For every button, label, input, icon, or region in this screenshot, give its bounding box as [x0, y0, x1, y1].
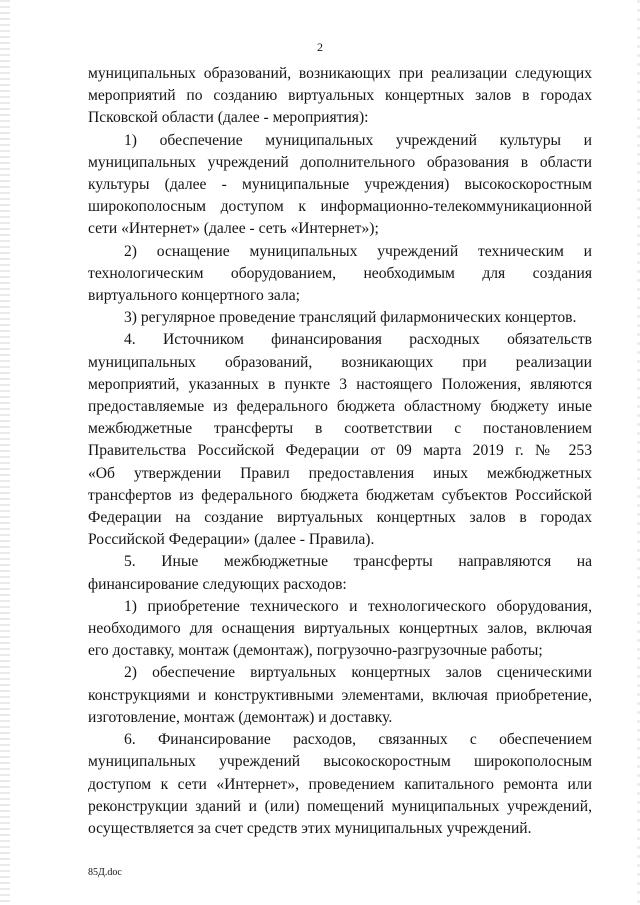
text-line: Российской Федерации» (далее - Правила).	[88, 531, 375, 549]
text-line: финансирование следующих расходов:	[88, 575, 347, 593]
text-line: предоставляемые из федерального бюджета областному бюджету иные	[88, 398, 592, 416]
text-line: мероприятий, указанных в пункте 3 настоящего Положения, являются	[88, 375, 592, 393]
text-line: 2) обеспечение виртуальных концертных залов сценическими	[124, 664, 592, 682]
scan-edge-left	[0, 0, 10, 905]
text-line: изготовление, монтаж (демонтаж) и доставку.	[88, 708, 393, 726]
text-line: сети «Интернет» (далее - сеть «Интернет»);	[88, 220, 379, 238]
text-line: Федерации на создание виртуальных концертных залов в городах	[88, 509, 592, 527]
text-line: 1) приобретение технического и технологического оборудования,	[124, 597, 592, 615]
text-line: Правительства Российской Федерации от 09 марта 2019 г. № 253	[88, 442, 592, 460]
text-line: необходимого для оснащения виртуальных концертных залов, включая	[88, 620, 592, 638]
text-line: 3) регулярное проведение трансляций филармонических концертов.	[124, 309, 577, 327]
text-line: виртуального концертного зала;	[88, 287, 300, 305]
text-line: осуществляется за счет средств этих муниципальных учреждений.	[88, 819, 532, 837]
text-line: 4. Источником финансирования расходных обязательств	[124, 331, 592, 349]
text-line: муниципальных учреждений высокоскоростным широкополосным	[88, 753, 592, 771]
text-line: 2) оснащение муниципальных учреждений техническим и	[124, 242, 592, 260]
text-line: «Об утверждении Правил предоставления иных межбюджетных	[88, 464, 592, 482]
text-line: 6. Финансирование расходов, связанных с обеспечением	[124, 731, 592, 749]
text-line: реконструкции зданий и (или) помещений муниципальных учреждений,	[88, 797, 592, 815]
text-line: 1) обеспечение муниципальных учреждений культуры и	[124, 131, 592, 149]
text-line: трансфертов из федерального бюджета бюджетам субъектов Российской	[88, 486, 592, 504]
text-line: культуры (далее - муниципальные учреждения) высокоскоростным	[88, 176, 592, 194]
text-line: доступом к сети «Интернет», проведением капитального ремонта или	[88, 775, 592, 793]
text-line: его доставку, монтаж (демонтаж), погрузочно-разгрузочные работы;	[88, 642, 543, 660]
text-line: мероприятий по созданию виртуальных концертных залов в городах	[88, 87, 592, 105]
text-line: Псковской области (далее - мероприятия):	[88, 109, 369, 127]
text-line: муниципальных образований, возникающих при реализации следующих	[88, 65, 592, 82]
text-line: 5. Иные межбюджетные трансферты направляются на	[124, 553, 592, 571]
footer-filename: 85Д.doc	[88, 867, 122, 878]
document-body	[88, 63, 592, 840]
page-number: 2	[317, 40, 323, 54]
text-line: муниципальных образований, возникающих при реализации	[88, 353, 592, 371]
text-line: широкополосным доступом к информационно-телекоммуникационной	[88, 198, 592, 216]
text-line: муниципальных учреждений дополнительного образования в области	[88, 153, 592, 171]
text-line: межбюджетные трансферты в соответствии с постановлением	[88, 420, 592, 438]
text-line: технологическим оборудованием, необходимым для создания	[88, 264, 592, 282]
text-line: конструкциями и конструктивными элементами, включая приобретение,	[88, 686, 592, 704]
